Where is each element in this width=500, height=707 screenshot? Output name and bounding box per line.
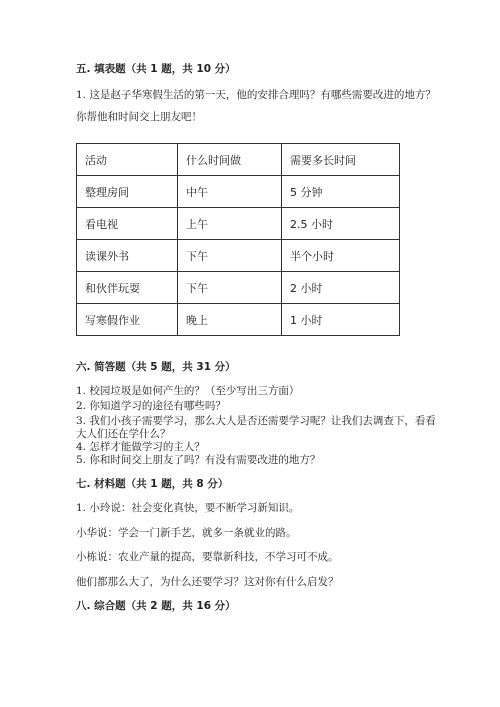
table-cell: 下午 (178, 272, 282, 304)
table-cell: 中午 (178, 176, 282, 208)
material-line: 小华说：学会一门新手艺，就多一条就业的路。 (76, 527, 297, 539)
table-cell: 5 分钟 (282, 176, 400, 208)
section-5-title: 五. 填表题（共 1 题，共 10 分） (76, 63, 236, 75)
table-row (77, 272, 400, 304)
table-cell: 下午 (178, 240, 282, 272)
table-cell: 写寒假作业 (77, 304, 178, 336)
table-cell: 读课外书 (77, 240, 178, 272)
section-6-title: 六. 简答题（共 5 题，共 31 分） (76, 361, 236, 373)
table-cell: 2.5 小时 (282, 208, 400, 240)
table-row (77, 208, 400, 240)
question-line: 4. 怎样才能做学习的主人？ (76, 441, 205, 453)
table-cell: 看电视 (77, 208, 178, 240)
question-line: 3. 我们小孩子需要学习，那么大人是否还需要学习呢？让我们去调查下，看看 (76, 415, 436, 427)
table-header-cell: 什么时间做 (178, 144, 282, 176)
table-header-cell: 活动 (77, 144, 178, 176)
table-cell: 半个小时 (282, 240, 400, 272)
question-line: 大人们还在学什么？ (76, 428, 171, 440)
table-row (77, 240, 400, 272)
section-5-prompt: 你帮他和时间交上朋友吧！ (76, 111, 202, 123)
table-row (77, 304, 400, 336)
table-cell: 1 小时 (282, 304, 400, 336)
question-line: 1. 校园垃圾是如何产生的？（至少写出三方面） (76, 385, 300, 397)
question-line: 2. 你知道学习的途径有哪些吗？ (76, 400, 226, 412)
table-cell: 整理房间 (77, 176, 178, 208)
table-header-row (77, 144, 400, 176)
table-cell: 和伙伴玩耍 (77, 272, 178, 304)
table-cell: 上午 (178, 208, 282, 240)
table-cell: 晚上 (178, 304, 282, 336)
schedule-table (76, 143, 400, 336)
table-cell: 2 小时 (282, 272, 400, 304)
material-line: 小栋说：农业产量的提高，要靠新科技，不学习可不成。 (76, 551, 339, 563)
section-7-title: 七. 材料题（共 1 题，共 8 分） (76, 478, 229, 490)
table-row (77, 176, 400, 208)
section-8-title: 八. 综合题（共 2 题，共 16 分） (76, 600, 236, 612)
material-line: 他们都那么大了，为什么还要学习？这对你有什么启发？ (76, 576, 339, 588)
question-line: 5. 你和时间交上朋友了吗？有没有需要改进的地方？ (76, 454, 321, 466)
material-line: 1. 小玲说：社会变化真快，要不断学习新知识。 (76, 502, 300, 514)
table-header-cell: 需要多长时间 (282, 144, 400, 176)
section-5-question: 1. 这是赵子华寒假生活的第一天，他的安排合理吗？有哪些需要改进的地方？ (76, 89, 436, 101)
